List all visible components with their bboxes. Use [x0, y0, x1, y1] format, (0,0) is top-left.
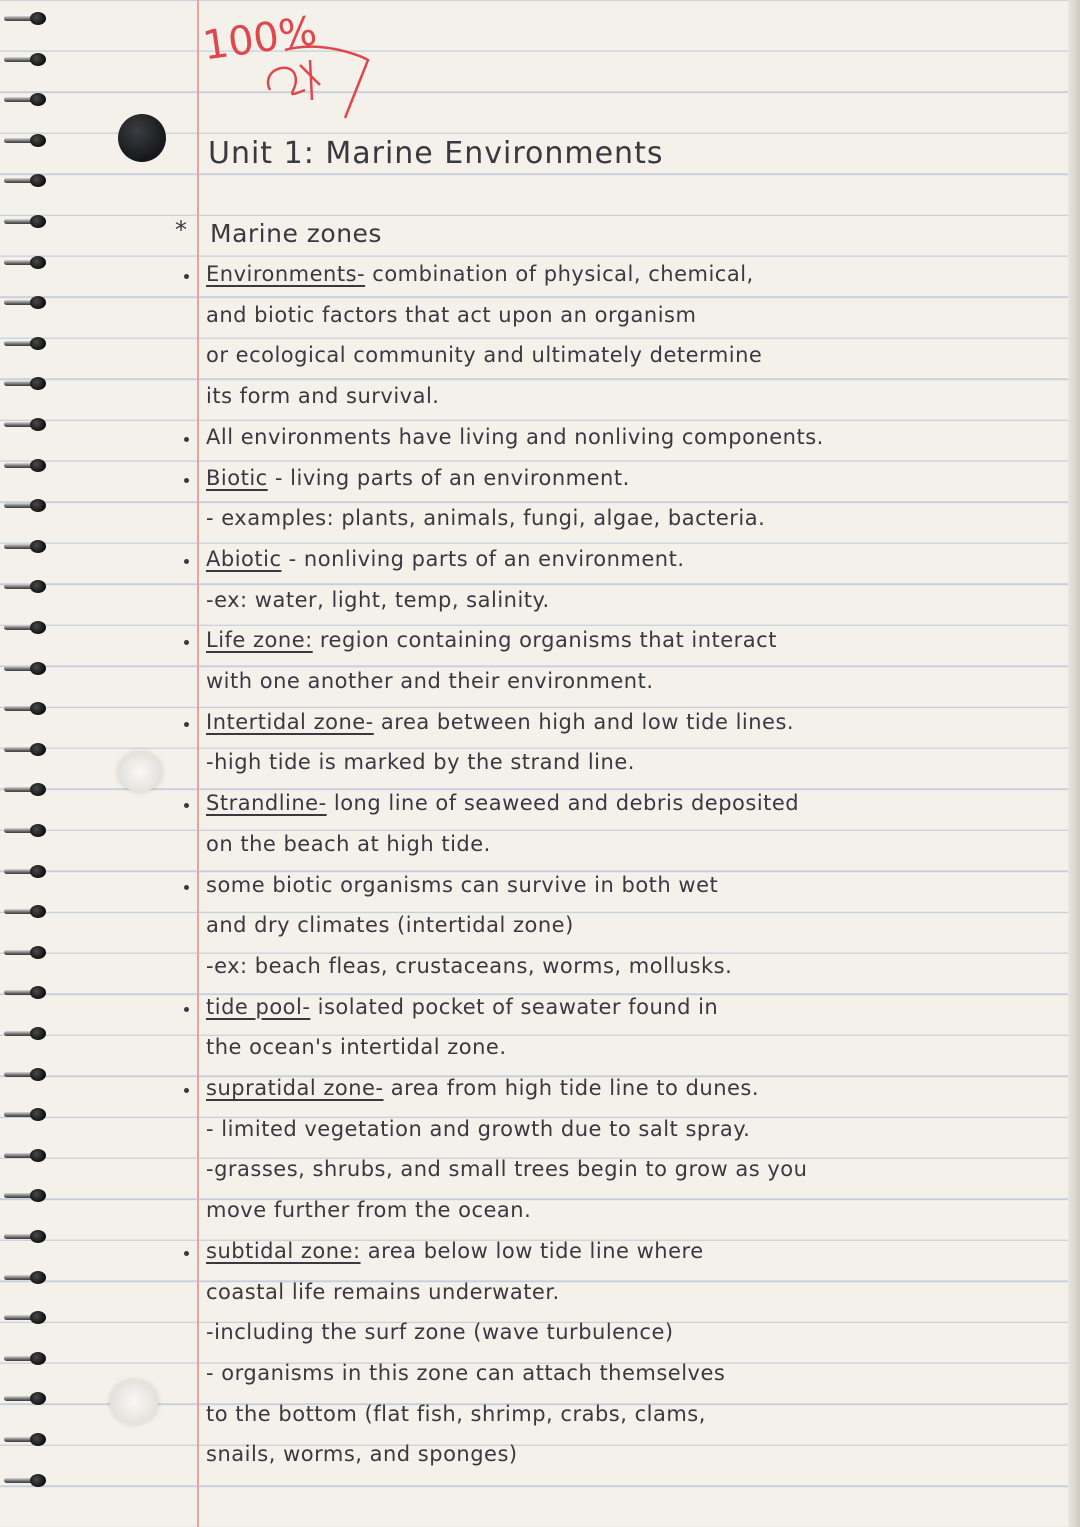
spiral-coil [4, 986, 48, 999]
spiral-coil [4, 499, 48, 512]
note-text: -including the surf zone (wave turbulence) [206, 1320, 674, 1345]
spiral-coil [4, 418, 48, 431]
note-text: isolated pocket of seawater found in [310, 994, 719, 1019]
note-line [206, 588, 550, 612]
punch-hole [110, 1380, 158, 1424]
spiral-coil [4, 1149, 48, 1162]
spiral-coil [4, 1189, 48, 1202]
note-text: or ecological community and ultimately determine [206, 343, 763, 368]
note-line [206, 303, 696, 327]
bullet-point [184, 1251, 189, 1256]
spiral-coil [4, 256, 48, 269]
defined-term: tide pool- [206, 994, 311, 1019]
spiral-coil [4, 93, 48, 106]
spiral-coil [4, 865, 48, 878]
defined-term: Intertidal zone- [206, 709, 374, 734]
defined-term: Biotic [206, 465, 268, 490]
page-title: Unit 1: Marine Environments [208, 136, 664, 171]
page-edge [1068, 0, 1080, 1527]
note-text: long line of seaweed and debris deposited [326, 791, 800, 816]
note-line [206, 506, 765, 530]
note-text: the ocean's intertidal zone. [206, 1035, 507, 1060]
note-line [206, 913, 574, 937]
note-line [206, 343, 762, 367]
note-text: coastal life remains underwater. [206, 1279, 560, 1304]
note-line [206, 1117, 750, 1141]
punch-hole [118, 114, 166, 162]
spiral-coil [4, 1108, 48, 1121]
note-line [206, 384, 439, 408]
note-line [206, 791, 799, 815]
defined-term: Life zone: [206, 628, 313, 653]
spiral-coil [4, 12, 48, 25]
note-text: - limited vegetation and growth due to salt spray. [206, 1116, 751, 1141]
spiral-coil [4, 621, 48, 634]
spiral-coil [4, 1352, 48, 1365]
note-text: - organisms in this zone can attach themselves [206, 1360, 726, 1385]
note-line [206, 669, 654, 693]
defined-term: supratidal zone- [206, 1076, 384, 1100]
bullet-point [184, 722, 189, 727]
note-line [206, 262, 754, 286]
spiral-coil [4, 215, 48, 228]
note-line [206, 1157, 807, 1181]
bullet-point [184, 1088, 189, 1093]
spiral-coil [4, 824, 48, 837]
note-text: and dry climates (intertidal zone) [206, 913, 574, 938]
note-text: to the bottom (flat fish, shrimp, crabs, clams, [206, 1401, 706, 1426]
grade-mark: 100% [200, 8, 320, 70]
spiral-coil [4, 662, 48, 675]
spiral-coil [4, 1027, 48, 1040]
spiral-coil [4, 134, 48, 147]
bullet-point [184, 274, 189, 279]
note-text: snails, worms, and sponges) [206, 1442, 518, 1467]
note-text: -ex: water, light, temp, salinity. [206, 587, 550, 612]
note-text: area from high tide line to dunes. [383, 1076, 760, 1100]
spiral-coil [4, 1433, 48, 1446]
bullet-point [184, 1007, 189, 1012]
spiral-coil [4, 1068, 48, 1081]
spiral-coil [4, 946, 48, 959]
spiral-coil [4, 1474, 48, 1487]
note-line [206, 710, 794, 734]
spiral-coil [4, 377, 48, 390]
spiral-coil [4, 540, 48, 553]
note-text: - living parts of an environment. [267, 465, 630, 490]
punch-hole [118, 752, 162, 792]
note-text: - examples: plants, animals, fungi, algae, bacteria. [206, 506, 766, 531]
note-line [206, 1198, 531, 1222]
note-text: combination of physical, chemical, [365, 262, 754, 286]
note-line [206, 832, 491, 856]
note-line [206, 1280, 560, 1304]
note-text: and biotic factors that act upon an organism [206, 302, 697, 327]
note-line [206, 1442, 518, 1466]
spiral-coil [4, 459, 48, 472]
spiral-coil [4, 53, 48, 66]
bullet-point [184, 437, 189, 442]
note-line [206, 628, 777, 652]
note-text: -ex: beach fleas, crustaceans, worms, mollusks. [206, 953, 733, 978]
note-text: on the beach at high tide. [206, 831, 491, 856]
note-line [206, 547, 685, 571]
note-text: -high tide is marked by the strand line. [206, 750, 635, 775]
note-text: area below low tide line where [360, 1238, 704, 1263]
defined-term: Abiotic [206, 546, 282, 571]
bullet-point [184, 478, 189, 483]
teacher-initials-mark [250, 30, 380, 120]
defined-term: Strandline- [206, 791, 327, 816]
note-text: All environments have living and nonliving components. [206, 424, 824, 449]
note-line [206, 1239, 704, 1263]
spiral-coil [4, 580, 48, 593]
note-line [206, 1035, 507, 1059]
spiral-coil [4, 743, 48, 756]
note-text: its form and survival. [206, 384, 440, 409]
spiral-binding [0, 0, 60, 1527]
bullet-point [184, 559, 189, 564]
note-text: area between high and low tide lines. [373, 709, 795, 734]
spiral-coil [4, 1230, 48, 1243]
section-heading: Marine zones [210, 219, 382, 248]
note-text: -grasses, shrubs, and small trees begin to grow as you [206, 1157, 808, 1182]
note-line [206, 1076, 759, 1100]
note-line [206, 750, 635, 774]
defined-term: Environments- [206, 262, 366, 286]
note-text: with one another and their environment. [206, 669, 654, 693]
note-text: - nonliving parts of an environment. [281, 546, 685, 571]
note-line [206, 1320, 674, 1344]
note-line [206, 1361, 725, 1385]
defined-term: subtidal zone: [206, 1238, 361, 1263]
spiral-coil [4, 174, 48, 187]
note-text: some biotic organisms can survive in both wet [206, 872, 719, 897]
spiral-coil [4, 1392, 48, 1405]
spiral-coil [4, 296, 48, 309]
note-text: move further from the ocean. [206, 1198, 532, 1223]
spiral-coil [4, 783, 48, 796]
spiral-coil [4, 1311, 48, 1324]
spiral-coil [4, 702, 48, 715]
spiral-coil [4, 1271, 48, 1284]
note-line [206, 873, 718, 897]
asterisk-marker: * [175, 216, 188, 244]
note-line [206, 466, 630, 490]
spiral-coil [4, 337, 48, 350]
spiral-coil [4, 905, 48, 918]
bullet-point [184, 885, 189, 890]
margin-line [197, 0, 199, 1527]
note-line [206, 954, 732, 978]
note-line [206, 425, 824, 449]
note-text: region containing organisms that interact [312, 628, 777, 653]
note-line [206, 1402, 706, 1426]
note-line [206, 995, 718, 1019]
